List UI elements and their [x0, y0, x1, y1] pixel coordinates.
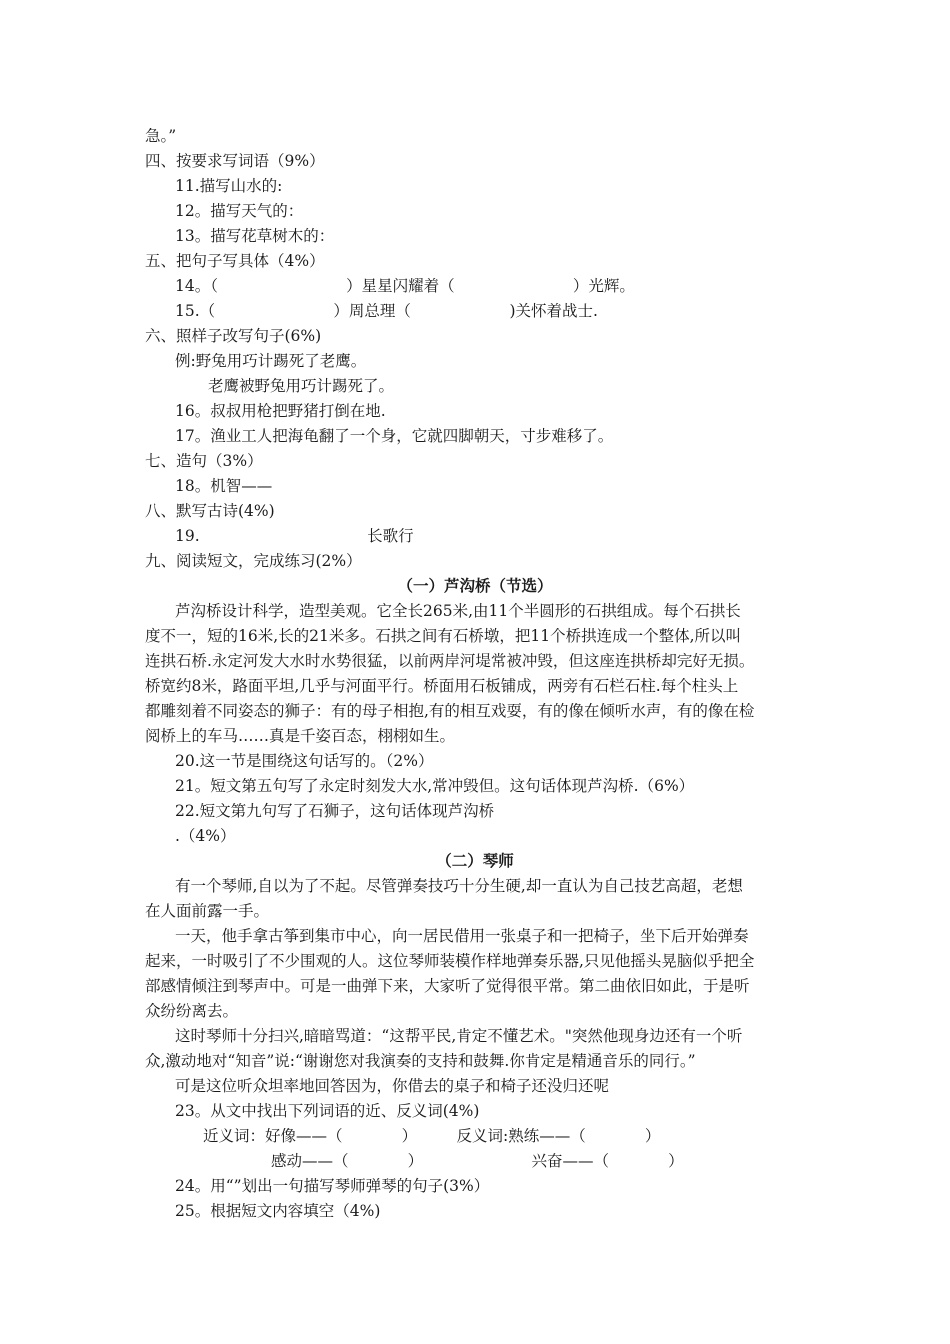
- passage-line: 部感情倾注到琴声中。可是一曲弹下来，大家听了觉得很平常。第二曲依旧如此，于是听: [145, 977, 750, 995]
- passage-line: 众,激动地对“知音”说:“谢谢您对我演奏的支持和鼓舞.你肯定是精通音乐的同行。”: [145, 1052, 696, 1070]
- question-item: 19. 长歌行: [175, 527, 414, 545]
- passage-line: 度不一，短的16米,长的21米多。石拱之间有石桥墩，把11个桥拱连成一个整体,所以叫: [145, 627, 742, 645]
- question-item: 21。短文第五句写了永定时刻发大水,常冲毁但。这句话体现芦沟桥.（6%）: [175, 777, 695, 795]
- section-heading: 四、按要求写词语（9%）: [145, 152, 325, 170]
- example-line: 老鹰被野兔用巧计踢死了。: [208, 377, 395, 395]
- passage-line: 连拱石桥.永定河发大水时水势很猛，以前两岸河堤常被冲毁，但这座连拱桥却完好无损。: [145, 652, 755, 670]
- section-heading: 七、造句（3%）: [145, 452, 263, 470]
- passage-title: （一）芦沟桥（节选）: [397, 576, 553, 595]
- passage-title: （二）琴师: [436, 851, 514, 870]
- passage-line: 在人面前露一手。: [145, 902, 270, 920]
- question-item: 14。（ ）星星闪耀着（ ）光辉。: [175, 277, 635, 295]
- example-line: 例:野兔用巧计踢死了老鹰。: [175, 352, 367, 370]
- question-item: 25。根据短文内容填空（4%): [175, 1202, 381, 1220]
- section-heading: 八、默写古诗(4%): [145, 502, 275, 520]
- passage-line: 阅桥上的车马……真是千姿百态，栩栩如生。: [145, 727, 456, 745]
- question-item: 12。描写天气的：: [175, 202, 304, 220]
- section-heading: 九、阅读短文，完成练习(2%）: [145, 552, 362, 570]
- question-item: 18。机智——: [175, 477, 273, 495]
- passage-line: 可是这位听众坦率地回答因为，你借去的桌子和椅子还没归还呢: [175, 1077, 610, 1095]
- question-item: 23。从文中找出下列词语的近、反义词(4%): [175, 1102, 480, 1120]
- section-heading: 六、照样子改写句子(6%): [145, 327, 322, 345]
- passage-line: 众纷纷离去。: [145, 1002, 239, 1020]
- question-item: 15.（ ）周总理（ )关怀着战士.: [175, 302, 598, 320]
- question-item: 17。渔业工人把海龟翻了一个身，它就四脚朝天，寸步难移了。: [175, 427, 614, 445]
- passage-line: 起来，一时吸引了不少围观的人。这位琴师装模作样地弹奏乐器,只见他摇头晃脑似乎把全: [145, 952, 755, 970]
- passage-line: 都雕刻着不同姿态的狮子：有的母子相抱,有的相互戏耍，有的像在倾听水声，有的像在检: [145, 702, 755, 720]
- passage-line: 芦沟桥设计科学，造型美观。它全长265米,由11个半圆形的石拱组成。每个石拱长: [175, 602, 741, 620]
- question-item: 近义词：好像——（ ） 反义词:熟练——（ ）: [203, 1127, 661, 1145]
- section-heading: 五、把句子写具体（4%）: [145, 252, 325, 270]
- question-item: 感动——（ ） 兴奋——（ ）: [271, 1152, 684, 1170]
- question-item: 13。描写花草树木的：: [175, 227, 335, 245]
- question-item: 11.描写山水的:: [175, 177, 283, 195]
- passage-line: 有一个琴师,自以为了不起。尽管弹奏技巧十分生硬,却一直认为自己技艺高超，老想: [175, 877, 743, 895]
- question-item: 24。用“”划出一句描写琴师弹琴的句子(3%）: [175, 1177, 490, 1195]
- question-item: 16。叔叔用枪把野猪打倒在地.: [175, 402, 386, 420]
- question-item: 20.这一节是围绕这句话写的。（2%）: [175, 752, 434, 770]
- question-item: 22.短文第九句写了石狮子，这句话体现芦沟桥: [175, 802, 495, 820]
- text-line: 急。”: [145, 127, 177, 145]
- passage-line: 桥宽约8米，路面平坦,几乎与河面平行。桥面用石板铺成，两旁有石栏石柱.每个柱头上: [145, 677, 739, 695]
- passage-line: 这时琴师十分扫兴,暗暗骂道：“这帮平民,肯定不懂艺术。"突然他现身边还有一个听: [175, 1027, 743, 1045]
- question-item: .（4%）: [175, 827, 236, 845]
- passage-line: 一天，他手拿古筝到集市中心，向一居民借用一张桌子和一把椅子，坐下后开始弹奏: [175, 927, 749, 945]
